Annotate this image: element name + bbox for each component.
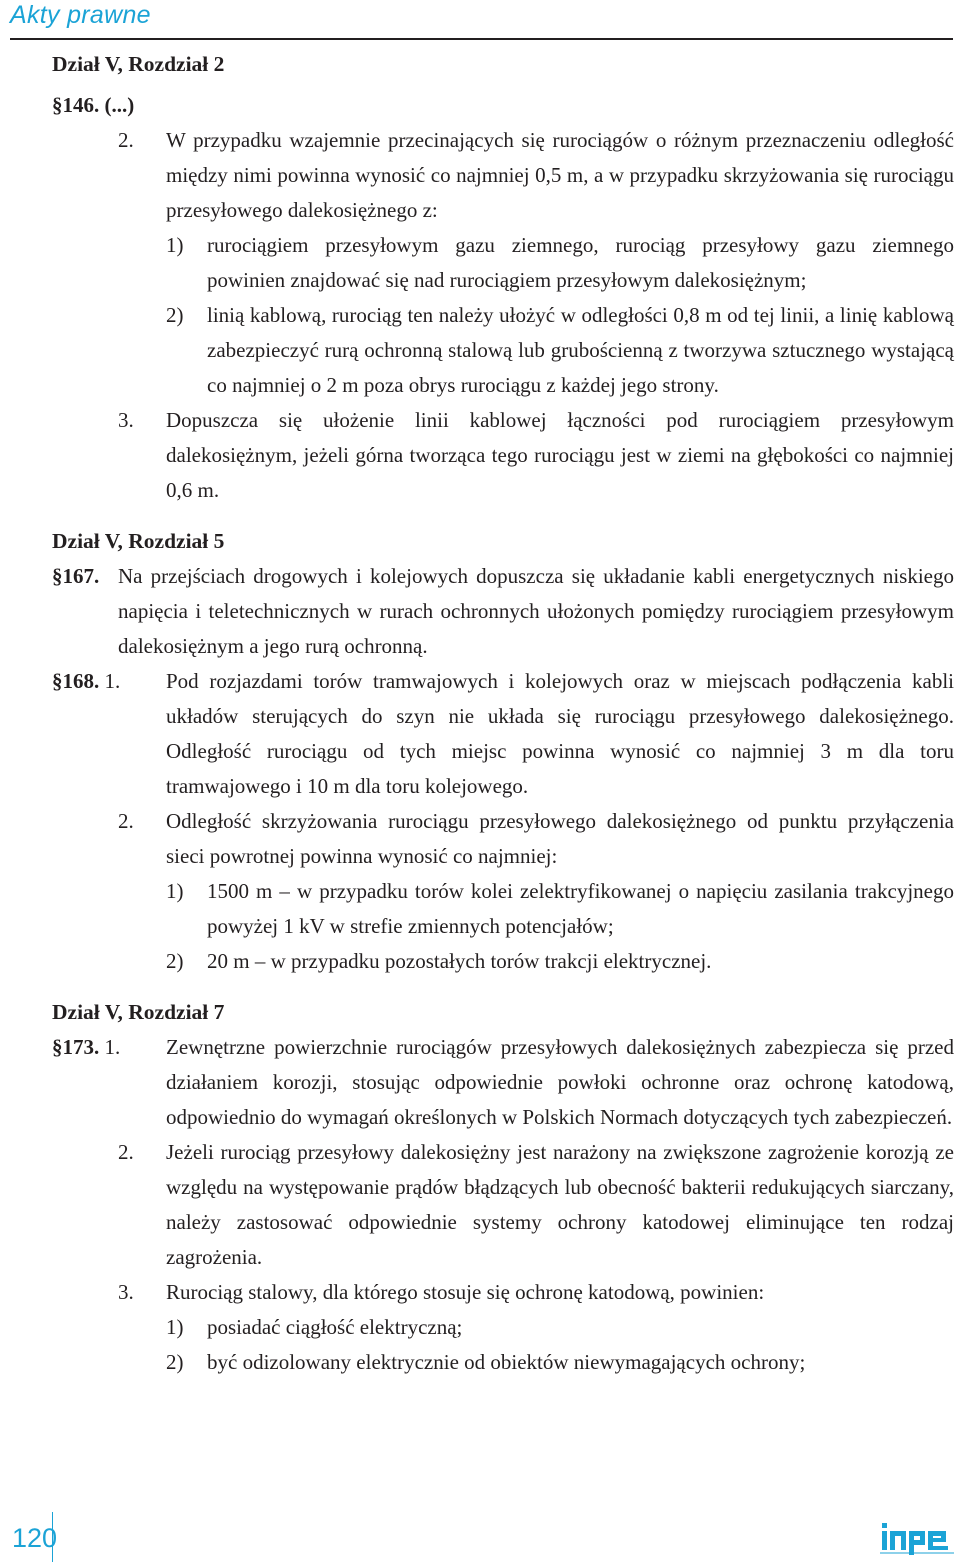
clause <box>52 1135 954 1275</box>
subclause-number: 1) <box>166 1315 184 1339</box>
clause <box>52 1030 954 1135</box>
paragraph-heading: §146. (...) <box>52 93 135 117</box>
subclause-number: 2) <box>166 303 184 327</box>
clause-text: Rurociąg stalowy, dla którego stosuje się ochronę katodową, powinien: <box>166 1280 765 1304</box>
document-body <box>52 47 954 1380</box>
subclause-number: 1) <box>166 879 184 903</box>
publisher-logo <box>880 1522 954 1556</box>
clause <box>52 804 954 874</box>
chapter-heading: Dział V, Rozdział 2 <box>52 52 225 76</box>
subclause-text: rurociągiem przesyłowym gazu ziemnego, rurociąg przesyłowy gazu ziemnego powinien znajdować się nad rurociągiem przesyłowym dalekosiężnym; <box>207 233 954 292</box>
clause-number: 2. <box>118 128 134 152</box>
clause-text: W przypadku wzajemnie przecinających się rurociągów o różnym przeznaczeniu odległość między nimi powinna wynosić co najmniej 0,5 m, a w przypadku skrzyżowania się rurociągu przesyłowego dalekosiężnego z: <box>166 128 954 222</box>
header-rule <box>10 38 953 40</box>
section-header: Akty prawne <box>10 1 151 29</box>
subclause-text: 20 m – w przypadku pozostałych torów trakcji elektrycznej. <box>207 949 712 973</box>
page-number: 120 <box>12 1523 58 1553</box>
clause <box>52 403 954 508</box>
paragraph <box>52 559 954 664</box>
subclause-text: 1500 m – w przypadku torów kolei zelektryfikowanej o napięciu zasilania trakcyjnego powyżej 1 kV w strefie zmiennych potencjałów; <box>207 879 954 938</box>
clause-text: Odległość skrzyżowania rurociągu przesyłowego dalekosiężnego od punktu przyłączenia sieci powrotnej powinna wynosić co najmniej: <box>166 809 954 868</box>
subclause-number: 2) <box>166 1350 184 1374</box>
subclause <box>52 298 954 403</box>
paragraph-with-clause-number: §168. 1. <box>52 669 121 693</box>
clause <box>52 123 954 228</box>
paragraph-with-clause-number: §173. 1. <box>52 1035 121 1059</box>
subclause-text: linią kablową, rurociąg ten należy ułożyć w odległości 0,8 m od tej linii, a linię kablową zabezpieczyć rurą ochronną stalową lub grubościenną z tworzywa sztucznego wystającą co najmniej o 2 m poza obrys rurociągu z każdej jego strony. <box>207 303 954 397</box>
subclause <box>52 874 954 944</box>
clause <box>52 664 954 804</box>
subclause <box>52 944 954 979</box>
clause-text: Pod rozjazdami torów tramwajowych i kolejowych oraz w miejscach podłączenia kabli układów sterujących do szyn nie układa się rurociągu przesyłowego dalekosiężnego. Odległość rurociągu od tych miejsc powinna wynosić co najmniej 3 m dla toru tramwajowego i 10 m dla toru kolejowego. <box>166 669 954 798</box>
chapter-heading: Dział V, Rozdział 7 <box>52 1000 225 1024</box>
clause-number: 2. <box>118 809 134 833</box>
subclause <box>52 228 954 298</box>
paragraph-number: §167. <box>52 564 100 588</box>
clause <box>52 1275 954 1310</box>
clause-text: Dopuszcza się ułożenie linii kablowej łączności pod rurociągiem przesyłowym dalekosiężnym, jeżeli górna tworząca tego rurociągu jest w ziemi na głębokości co najmniej 0,6 m. <box>166 408 954 502</box>
subclause-text: być odizolowany elektrycznie od obiektów niewymagających ochrony; <box>207 1350 806 1374</box>
paragraph-text: Na przejściach drogowych i kolejowych dopuszcza się układanie kabli energetycznych niskiego napięcia i teletechnicznych w rurach ochronnych ułożonych pomiędzy rurociągiem przesyłowym dalekosiężnym a jego rurą ochronną. <box>118 564 954 658</box>
subclause <box>52 1310 954 1345</box>
subclause-text: posiadać ciągłość elektryczną; <box>207 1315 463 1339</box>
clause-number: 3. <box>118 1280 134 1304</box>
clause-number: 3. <box>118 408 134 432</box>
subclause-number: 2) <box>166 949 184 973</box>
subclause-number: 1) <box>166 233 184 257</box>
clause-text: Zewnętrzne powierzchnie rurociągów przesyłowych dalekosiężnych zabezpiecza się przed działaniem korozji, stosując odpowiednie powłoki ochronne oraz ochronę katodową, odpowiednio do wymagań określonych w Polskich Normach dotyczących tych zabezpieczeń. <box>166 1035 954 1129</box>
subclause <box>52 1345 954 1380</box>
clause-text: Jeżeli rurociąg przesyłowy dalekosiężny jest narażony na zwiększone zagrożenie korozją ze względu na występowanie prądów błądzących lub obecność bakterii redukujących siarczany, należy zastosować odpowiednie systemy ochrony katodowej eliminujące ten rodzaj zagrożenia. <box>166 1140 954 1269</box>
clause-number: 2. <box>118 1140 134 1164</box>
chapter-heading: Dział V, Rozdział 5 <box>52 529 225 553</box>
